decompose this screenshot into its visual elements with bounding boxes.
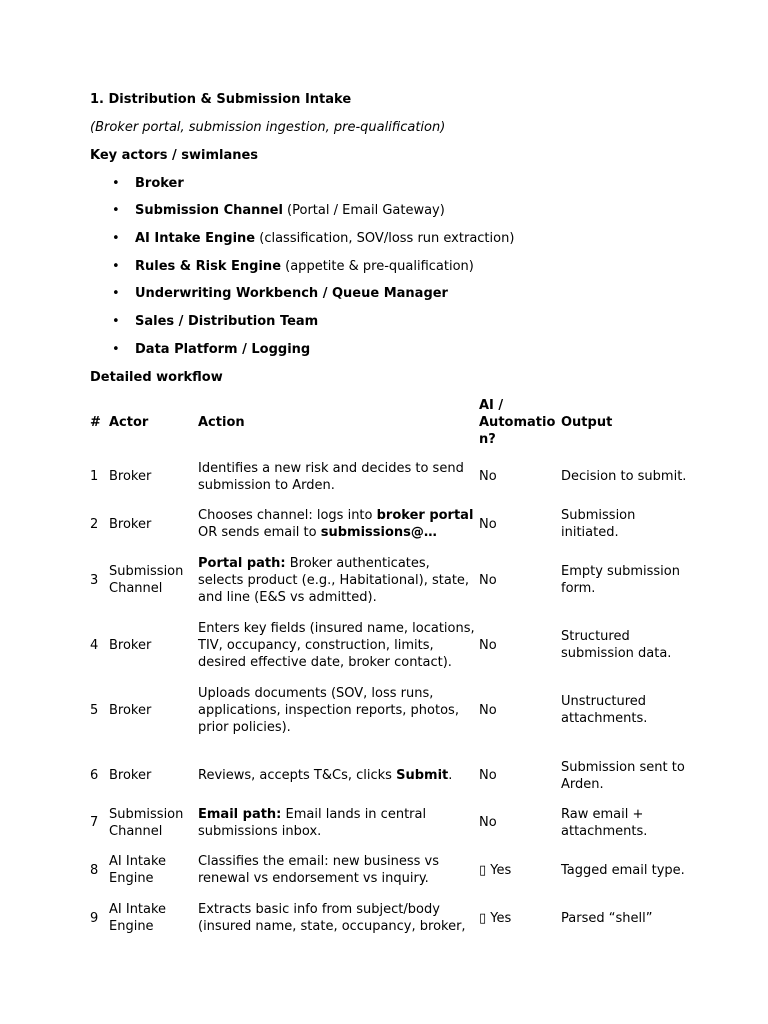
bullet-icon: • xyxy=(112,175,120,191)
bullet-icon: • xyxy=(112,203,120,219)
actors-label: Key actors / swimlanes xyxy=(90,148,259,163)
bullet-icon: • xyxy=(112,258,120,274)
bullet-icon: • xyxy=(112,231,120,247)
list-item: • Submission Channel (Portal / Email Gateway) xyxy=(112,203,445,219)
table-row: 2 Broker Chooses channel: logs into broker portal OR sends email to submissions@… No Submission initiated. xyxy=(90,508,636,540)
header-output: Output xyxy=(561,414,613,430)
list-item: • Rules & Risk Engine (appetite & pre-qualification) xyxy=(112,258,474,274)
table-row: 5 Broker Uploads documents (SOV, loss runs, applications, inspection reports, photos, prior policies). No Unstructured attachments. xyxy=(90,685,648,735)
table-row: 6 Broker Reviews, accepts T&Cs, clicks Submit. No Submission sent to Arden. xyxy=(90,759,685,792)
document-page xyxy=(90,92,690,386)
table-row: 1 Broker Identifies a new risk and decides to send submission to Arden. No Decision to submit. xyxy=(90,460,687,493)
section-title: 1. Distribution & Submission Intake xyxy=(90,92,352,107)
table-row: 4 Broker Enters key fields (insured name, locations, TIV, occupancy, construction, limits, desired effective date, broker contact). No Structured submission data. xyxy=(90,620,672,670)
actors-list xyxy=(90,176,690,358)
list-item: • Broker xyxy=(112,175,184,191)
section-subtitle: (Broker portal, submission ingestion, pre-qualification) xyxy=(90,120,446,135)
table-row: 9 AI Intake Engine Extracts basic info from subject/body (insured name, state, occupancy, broker, ▯ Yes Parsed “shell” xyxy=(90,902,653,934)
table-row: 7 Submission Channel Email path: Email lands in central submissions inbox. No Raw email + attachments. xyxy=(90,806,648,839)
bullet-icon: • xyxy=(112,341,120,357)
list-item: • AI Intake Engine (classification, SOV/loss run extraction) xyxy=(112,231,515,247)
header-ai: AI / Automatio n? xyxy=(479,397,556,447)
header-num: # xyxy=(90,414,101,430)
bullet-icon: • xyxy=(112,314,120,330)
table-header-row xyxy=(90,396,691,448)
table-row: 8 AI Intake Engine Classifies the email: new business vs renewal vs endorsement vs inquiry. ▯ Yes Tagged email type. xyxy=(90,854,685,886)
header-actor: Actor xyxy=(109,414,149,430)
list-item: • Sales / Distribution Team xyxy=(112,314,319,330)
table-row: 3 Submission Channel Portal path: Broker authenticates, selects product (e.g., Habitational), state, and line (E&S vs admitted). No Empty submission form. xyxy=(90,555,680,605)
header-action: Action xyxy=(198,414,245,430)
workflow-table xyxy=(90,396,691,937)
list-item: • Underwriting Workbench / Queue Manager xyxy=(112,286,448,302)
bullet-icon: • xyxy=(112,286,120,302)
workflow-label: Detailed workflow xyxy=(90,369,223,385)
list-item: • Data Platform / Logging xyxy=(112,341,311,357)
